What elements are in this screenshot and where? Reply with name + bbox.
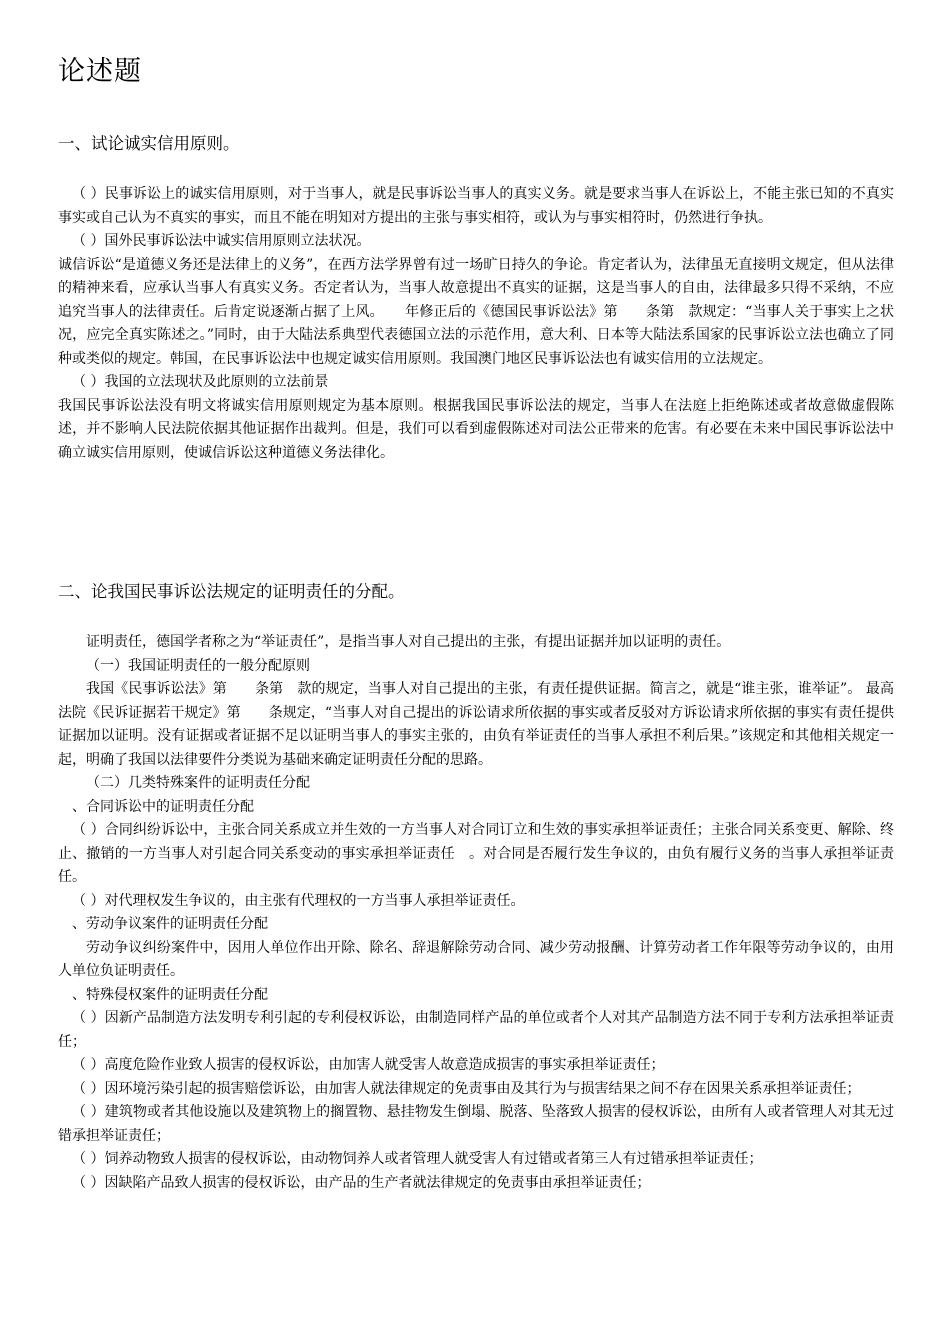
section-2-paragraph: （ ）合同纠纷诉讼中，主张合同关系成立并生效的一方当事人对合同订立和生效的事实承担举证责任；主张合同关系变更、解除、终止、撤销的一方当事人对引起合同关系变动的事实承担举证责任 。对合同是否履行发生争议的，由负有履行义务的当事人承担举证责任。 (58, 822, 894, 885)
section-2-paragraph: 证明责任，德国学者称之为“举证责任”，是指当事人对自己提出的主张，有提出证据并加以证明的责任。 (86, 634, 731, 650)
section-1-paragraph: （ ）国外民事诉讼法中诚实信用原则立法状况。 (72, 233, 371, 249)
section-2-paragraph: （ ）饲养动物致人损害的侵权诉讼，由动物饲养人或者管理人就受害人有过错或者第三人有过错承担举证责任； (72, 1151, 763, 1167)
section-2-paragraph: （ ）因新产品制造方法发明专利引起的专利侵权诉讼，由制造同样产品的单位或者个人对其产品制造方法不同于专利方法承担举证责任； (58, 1010, 894, 1050)
section-2-paragraph: （ ）对代理权发生争议的，由主张有代理权的一方当事人承担举证责任。 (72, 892, 525, 909)
section-1-paragraph: 诚信诉讼“是道德义务还是法律上的义务”，在西方法学界曾有过一场旷日持久的争论。肯定者认为，法律虽无直接明文规定，但从法律的精神来看，应承认当事人有真实义务。否定者认为，当事人故意提出不真实的证据，这是当事人的自由，法律最多只得不采纳，不应追究当事人的法律责任。后肯定说逐渐占据了上风。 年修正后的《德国民事诉讼法》第 条第 款规定：“当事人关于事实上之状况，应完全真实陈述之。”同时，由于大陆法系典型代表德国立法的示范作用，意大利、日本等大陆法系国家的民事诉讼立法也确立了同种或类似的规定。韩国，在民事诉讼法中也规定诚实信用原则。我国澳门地区民事诉讼法也有诚实信用的立法规定。 (58, 256, 894, 367)
section-2-paragraph: （ ）因环境污染引起的损害赔偿诉讼，由加害人就法律规定的免责事由及其行为与损害结果之间不存在因果关系承担举证责任； (72, 1080, 861, 1097)
section-2-paragraph: （二）几类特殊案件的证明责任分配 (86, 775, 310, 791)
section-1-paragraph: （ ）民事诉讼上的诚实信用原则，对于当事人，就是民事诉讼当事人的真实义务。就是要求当事人在诉讼上，不能主张已知的不真实事实或自己认为不真实的事实，而且不能在明知对方提出的主张与事实相符，或认为与事实相符时，仍然进行争执。 (58, 186, 894, 226)
section-2-paragraph: 、特殊侵权案件的证明责任分配 (72, 986, 268, 1003)
section-2-paragraph: 、合同诉讼中的证明责任分配 (72, 798, 254, 815)
section-2-body (58, 631, 894, 1195)
section-1-paragraph: （ ）我国的立法现状及此原则的立法前景 (72, 374, 329, 390)
section-1-paragraph: 我国民事诉讼法没有明文将诚实信用原则规定为基本原则。根据我国民事诉讼法的规定，当事人在法庭上拒绝陈述或者故意做虚假陈述，并不影响人民法院依据其他证据作出裁判。但是，我们可以看到虚假陈述对司法公正带来的危害。有必要在未来中国民事诉讼法中确立诚实信用原则，使诚信诉讼这种道德义务法律化。 (58, 397, 894, 461)
section-2-heading: 二、论我国民事诉讼法规定的证明责任的分配。 (58, 582, 405, 601)
section-1-heading: 一、试论诚实信用原则。 (58, 134, 240, 153)
section-2-paragraph: （ ）因缺陷产品致人损害的侵权诉讼，由产品的生产者就法律规定的免责事由承担举证责任； (72, 1174, 651, 1191)
section-2-paragraph: （ ）建筑物或者其他设施以及建筑物上的搁置物、悬挂物发生倒塌、脱落、坠落致人损害的侵权诉讼，由所有人或者管理人对其无过错承担举证责任； (58, 1104, 894, 1144)
document-title: 论述题 (58, 56, 142, 87)
section-2-paragraph: 、劳动争议案件的证明责任分配 (72, 916, 268, 932)
section-2-paragraph: （一）我国证明责任的一般分配原则 (86, 657, 310, 674)
section-2-paragraph: 劳动争议纠纷案件中，因用人单位作出开除、除名、辞退解除劳动合同、减少劳动报酬、计算劳动者工作年限等劳动争议的，由用人单位负证明责任。 (58, 939, 894, 979)
section-1-body (58, 183, 894, 465)
section-2-paragraph: 我国《民事诉讼法》第 条第 款的规定，当事人对自己提出的主张，有责任提供证据。简言之，就是“谁主张，谁举证”。 最高法院《民诉证据若干规定》第 条规定，“当事人对自己提出的诉讼请求所依据的事实或者反驳对方诉讼请求所依据的事实有责任提供证据加以证明。没有证据或者证据不足以证明当事人的事实主张的，由负有举证责任的当事人承担不利后果。”该规定和其他相关规定一起，明确了我国以法律要件分类说为基础来确定证明责任分配的思路。 (58, 681, 894, 768)
section-2-paragraph: （ ）高度危险作业致人损害的侵权诉讼，由加害人就受害人故意造成损害的事实承担举证责任； (72, 1057, 665, 1073)
